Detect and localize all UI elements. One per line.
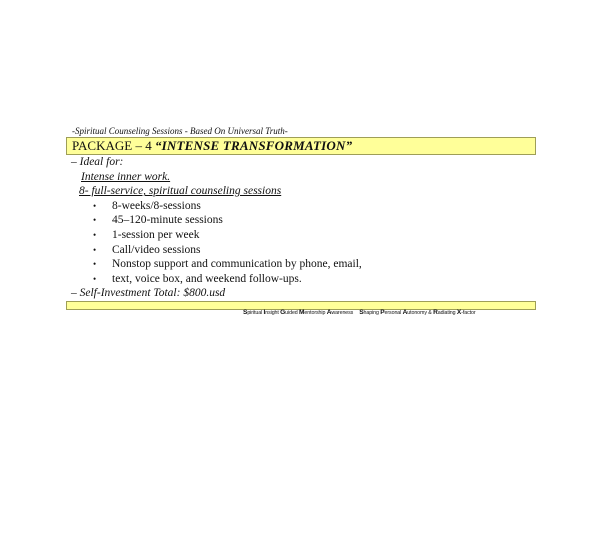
bullet-icon: • xyxy=(93,200,97,211)
acronym-rest: wareness xyxy=(331,310,354,316)
acronym-capital: G xyxy=(280,309,286,316)
acronym-capital: P xyxy=(380,309,385,316)
list-item xyxy=(93,257,536,272)
acronym-word xyxy=(403,310,433,316)
feature-text: 1-session per week xyxy=(112,228,200,241)
package-title-emphasis: “INTENSE TRANSFORMATION” xyxy=(154,138,353,153)
list-item xyxy=(93,228,536,243)
investment-total: – Self-Investment Total: $800.usd xyxy=(71,287,226,300)
acronym-rest: piritual xyxy=(247,310,264,316)
ideal-for-label: – Ideal for: xyxy=(71,156,124,168)
bullet-icon: • xyxy=(93,229,97,240)
list-item xyxy=(93,199,536,214)
feature-text: Call/video sessions xyxy=(112,243,201,256)
acronym-capital: I xyxy=(263,309,266,316)
list-item xyxy=(93,213,536,228)
acronym-word xyxy=(264,310,281,316)
acronym-word xyxy=(327,310,354,316)
package-title-prefix: PACKAGE – 4 xyxy=(72,138,152,153)
acronym-word xyxy=(457,310,476,316)
package-title-bar xyxy=(66,137,536,155)
acronym-rest: utonomy & xyxy=(407,310,434,316)
acronym-rest: haping xyxy=(363,310,381,316)
feature-text: text, voice box, and weekend follow-ups. xyxy=(112,272,302,285)
package-body xyxy=(66,155,536,301)
bullet-icon: • xyxy=(93,244,97,255)
acronym-capital: S xyxy=(243,309,248,316)
acronym-rest: uided xyxy=(285,310,300,316)
bullet-icon: • xyxy=(93,273,97,284)
acronym-capital: A xyxy=(326,309,332,316)
acronym-capital: R xyxy=(433,309,438,316)
acronym-word xyxy=(243,310,264,316)
acronym-word xyxy=(299,310,327,316)
ideal-item: 8- full-service, spiritual counseling sessions xyxy=(79,185,282,198)
acronym-rest: nsight xyxy=(265,310,281,316)
bullet-icon: • xyxy=(93,215,97,226)
acronym-word xyxy=(359,310,380,316)
list-item xyxy=(93,272,536,287)
feature-text: 8-weeks/8-sessions xyxy=(112,199,201,212)
acronym-tagline xyxy=(243,309,476,316)
acronym-capital: M xyxy=(299,309,305,316)
package-block xyxy=(66,126,536,310)
ideal-item: Intense inner work. xyxy=(81,170,171,183)
acronym-rest: entorship xyxy=(304,310,327,316)
list-item xyxy=(93,243,536,258)
bullet-icon: • xyxy=(93,259,97,270)
section-header: -Spiritual Counseling Sessions - Based On Universal Truth- xyxy=(72,126,288,136)
acronym-capital: S xyxy=(359,309,364,316)
acronym-rest: -factor xyxy=(461,310,476,316)
acronym-word xyxy=(380,310,402,316)
feature-text: 45–120-minute sessions xyxy=(112,214,223,227)
acronym-capital: A xyxy=(402,309,408,316)
acronym-rest: ersonal xyxy=(384,310,403,316)
acronym-word xyxy=(280,310,299,316)
acronym-word xyxy=(433,310,457,316)
feature-text: Nonstop support and communication by phone, email, xyxy=(112,258,362,271)
feature-list xyxy=(71,199,536,287)
acronym-rest: adiating xyxy=(437,310,457,316)
acronym-capital: X xyxy=(456,309,462,316)
